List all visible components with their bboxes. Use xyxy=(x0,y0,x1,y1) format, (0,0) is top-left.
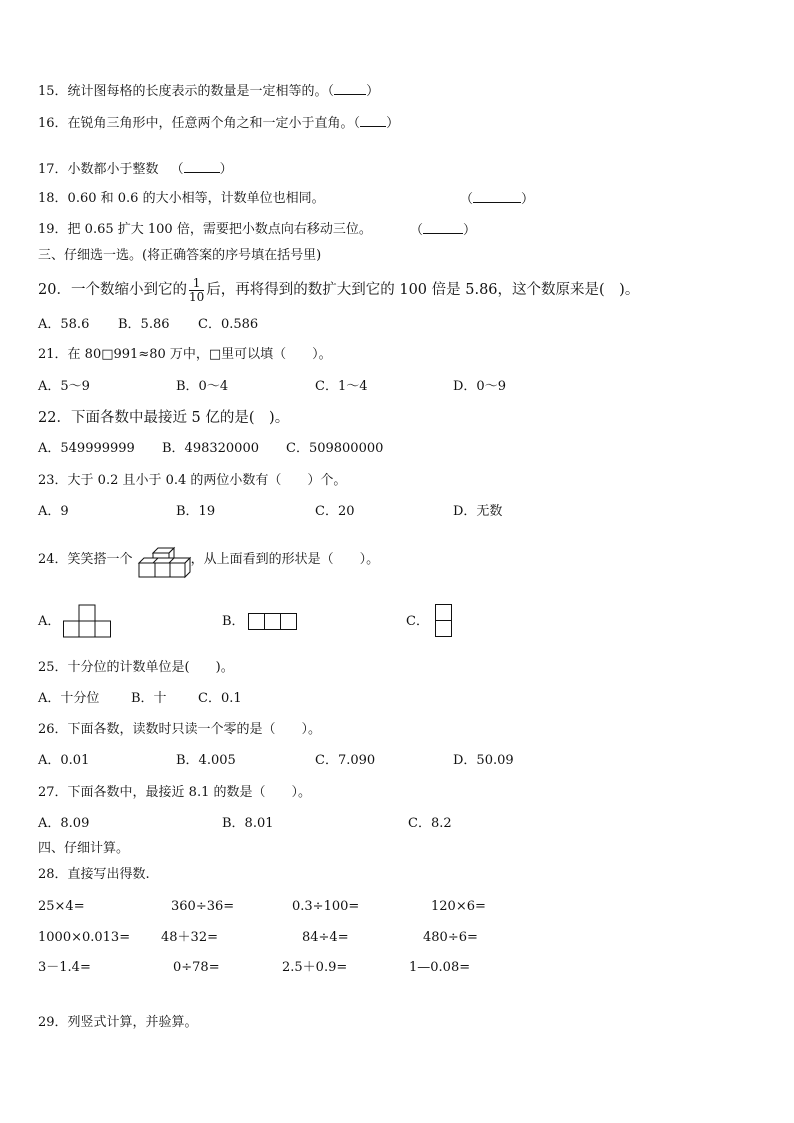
option-b[interactable]: B．5.86 xyxy=(118,317,170,332)
calc-item: 0.3÷100= xyxy=(292,899,360,914)
option-b[interactable]: B．19 xyxy=(176,504,216,519)
question-19: 19．把 0.65 扩大 100 倍，需要把小数点向右移动三位。 xyxy=(38,222,372,237)
option-b[interactable]: B． xyxy=(222,614,245,629)
option-d[interactable]: D．50.09 xyxy=(453,753,514,768)
section-4-heading: 四、仔细计算。 xyxy=(38,841,130,856)
cube-front-face xyxy=(170,563,185,577)
calc-item: 360÷36= xyxy=(171,899,235,914)
option-b[interactable]: B．0～4 xyxy=(176,379,229,394)
option-a[interactable]: A．58.6 xyxy=(38,317,90,332)
option-b[interactable]: B．498320000 xyxy=(162,441,259,456)
option-a[interactable]: A．0.01 xyxy=(38,753,90,768)
option-b[interactable]: B．十 xyxy=(131,691,167,706)
question-23: 23．大于 0.2 且小于 0.4 的两位小数有（ ）个。 xyxy=(38,473,347,488)
option-d[interactable]: D．无数 xyxy=(453,504,503,519)
square xyxy=(95,621,111,637)
square xyxy=(436,605,452,621)
cube-arrangement-figure xyxy=(137,539,197,579)
option-a[interactable]: A．5～9 xyxy=(38,379,90,394)
question-17: 17．小数都小于整数 （ ） xyxy=(38,162,233,177)
option-b[interactable]: B．8.01 xyxy=(222,816,274,831)
question-18-answer: （ ） xyxy=(460,192,535,207)
cube-front-face xyxy=(139,563,155,577)
question-21: 21．在 80□991≈80 万中，□里可以填（ ）。 xyxy=(38,347,332,362)
answer-blank[interactable] xyxy=(473,190,521,203)
option-c[interactable]: C．509800000 xyxy=(286,441,384,456)
option-c[interactable]: C．0.586 xyxy=(198,317,259,332)
calc-item: 25×4= xyxy=(38,899,85,914)
option-b[interactable]: B．4.005 xyxy=(176,753,236,768)
option-a[interactable]: A．9 xyxy=(38,504,69,519)
calc-item: 1000×0.013= xyxy=(38,930,131,945)
option-c[interactable]: C．7.090 xyxy=(315,753,376,768)
calc-item: 480÷6= xyxy=(423,930,478,945)
section-3-heading: 三、仔细选一选。(将正确答案的序号填在括号里) xyxy=(38,248,322,263)
square xyxy=(281,614,297,630)
option-a[interactable]: A．549999999 xyxy=(38,441,135,456)
cube-front-face xyxy=(155,563,170,577)
square xyxy=(436,621,452,637)
option-a[interactable]: A．8.09 xyxy=(38,816,90,831)
calc-item: 0÷78= xyxy=(173,960,220,975)
question-28: 28．直接写出得数. xyxy=(38,867,150,882)
calc-item: 1—0.08= xyxy=(409,960,471,975)
fraction: $\frac{1}{10}$ xyxy=(188,275,205,304)
answer-blank[interactable] xyxy=(423,221,463,234)
square xyxy=(79,605,95,621)
answer-blank[interactable] xyxy=(334,82,366,95)
question-22: 22．下面各数中最接近 5 亿的是( )。 xyxy=(38,410,290,426)
option-c[interactable]: C． xyxy=(406,614,429,629)
calc-item: 84÷4= xyxy=(302,930,349,945)
calc-item: 3－1.4= xyxy=(38,960,91,975)
question-20: 20．一个数缩小到它的 $\frac{1}{10}$ 后，再将得到的数扩大到它的 100 倍是 5.86，这个数原来是( )。 xyxy=(38,275,640,304)
square xyxy=(249,614,265,630)
calc-item: 120×6= xyxy=(431,899,486,914)
square xyxy=(79,621,95,637)
question-19-answer: （ ） xyxy=(410,223,477,238)
question-24: 24．笑笑搭一个 ，从上面看到的形状是（ ）。 xyxy=(38,552,380,567)
shape-option-c-icon xyxy=(435,604,453,638)
question-15: 15．统计图每格的长度表示的数量是一定相等的。（ ） xyxy=(38,84,380,99)
question-27: 27．下面各数中，最接近 8.1 的数是（ ）。 xyxy=(38,785,311,800)
question-16: 16．在锐角三角形中，任意两个角之和一定小于直角。（ ） xyxy=(38,116,400,131)
option-c[interactable]: C．20 xyxy=(315,504,355,519)
cube-row-top-face xyxy=(139,558,190,563)
question-29: 29．列竖式计算，并验算。 xyxy=(38,1015,198,1030)
option-a[interactable]: A． xyxy=(38,614,61,629)
option-c[interactable]: C．1～4 xyxy=(315,379,368,394)
option-c[interactable]: C．0.1 xyxy=(198,691,242,706)
shape-option-b-icon xyxy=(248,613,298,631)
question-26: 26．下面各数，读数时只读一个零的是（ ）。 xyxy=(38,722,322,737)
answer-blank[interactable] xyxy=(360,114,386,127)
option-c[interactable]: C．8.2 xyxy=(408,816,452,831)
question-25: 25．十分位的计数单位是( )。 xyxy=(38,660,234,675)
question-18: 18．0.60 和 0.6 的大小相等，计数单位也相同。 xyxy=(38,191,325,206)
calc-item: 48＋32= xyxy=(161,930,218,945)
option-a[interactable]: A．十分位 xyxy=(38,691,100,706)
square xyxy=(64,621,80,637)
square xyxy=(265,614,281,630)
option-d[interactable]: D．0～9 xyxy=(453,379,506,394)
shape-option-a-icon xyxy=(63,604,111,638)
calc-item: 2.5＋0.9= xyxy=(282,960,348,975)
answer-blank[interactable] xyxy=(184,160,220,173)
